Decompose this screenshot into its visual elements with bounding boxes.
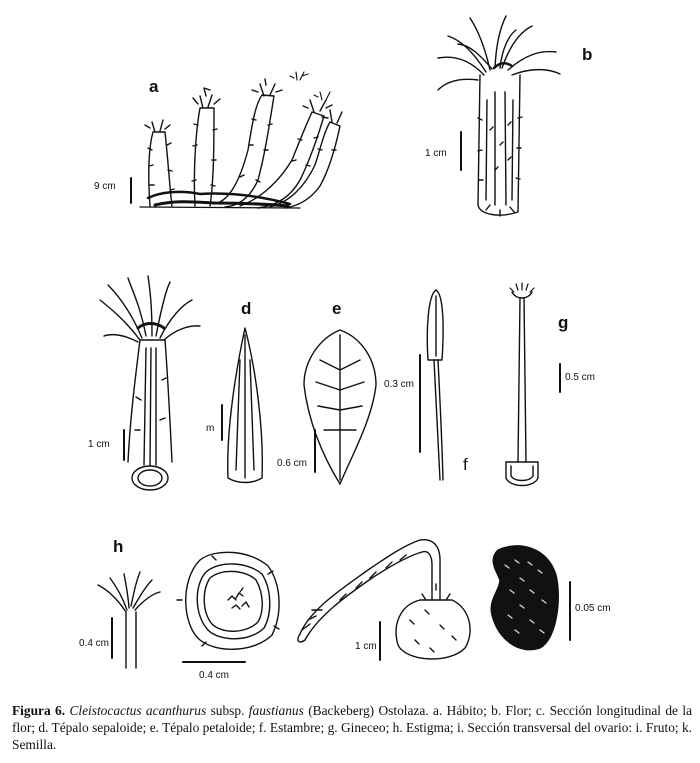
panel-label-e: e [332, 299, 342, 318]
figure-caption [12, 702, 692, 753]
scale-label-e: 0.6 cm [277, 458, 308, 469]
scale-label-f: 0.3 cm [384, 379, 415, 390]
panel-label-b: b [582, 45, 593, 64]
panel-label-d: d [241, 299, 252, 318]
scale-label-b: 1 cm [425, 148, 447, 159]
scale-label-g: 0.5 cm [565, 372, 596, 383]
stigma-drawing [98, 572, 160, 668]
species-name: Cleistocactus acanthurus [69, 703, 207, 718]
scale-label-k: 0.05 cm [575, 603, 611, 614]
scale-label-d: m [206, 423, 215, 434]
caption-text: (Backeberg) Ostolaza. a. Hábito; b. Flor; c. Sección longitudinal de la flor; d. Tépalo sepaloide; e. Tépalo petaloide; f. Estambre; g. Gineceo; h. Estigma; i. Sección transversal del ovario: i. Fruto; k. Semilla. [12, 703, 693, 752]
sepaloid-tepal-drawing [222, 328, 262, 483]
scale-label-a: 9 cm [94, 181, 116, 192]
scale-label-c: 1 cm [88, 439, 110, 450]
panel-label-h: h [113, 537, 124, 556]
fruit-drawing [298, 540, 470, 660]
figure-label: Figura 6. [12, 703, 66, 718]
scale-label-j: 1 cm [355, 641, 377, 652]
seed-drawing [491, 546, 570, 650]
habit-drawing [131, 72, 342, 208]
panel-label-f: f [463, 455, 468, 474]
flower-section-drawing [100, 276, 200, 490]
scale-label-i: 0.4 cm [199, 670, 230, 681]
flower-drawing [438, 16, 560, 216]
stamen-drawing [420, 290, 443, 480]
subsp-word: subsp. [210, 703, 245, 718]
subspecies-name: faustianus [248, 703, 304, 718]
ovary-section-drawing [177, 552, 279, 662]
scale-label-h: 0.4 cm [79, 638, 110, 649]
panel-label-a: a [149, 77, 159, 96]
panel-label-g: g [558, 313, 569, 332]
petaloid-tepal-drawing [304, 330, 376, 484]
gynoecium-drawing [506, 283, 560, 486]
